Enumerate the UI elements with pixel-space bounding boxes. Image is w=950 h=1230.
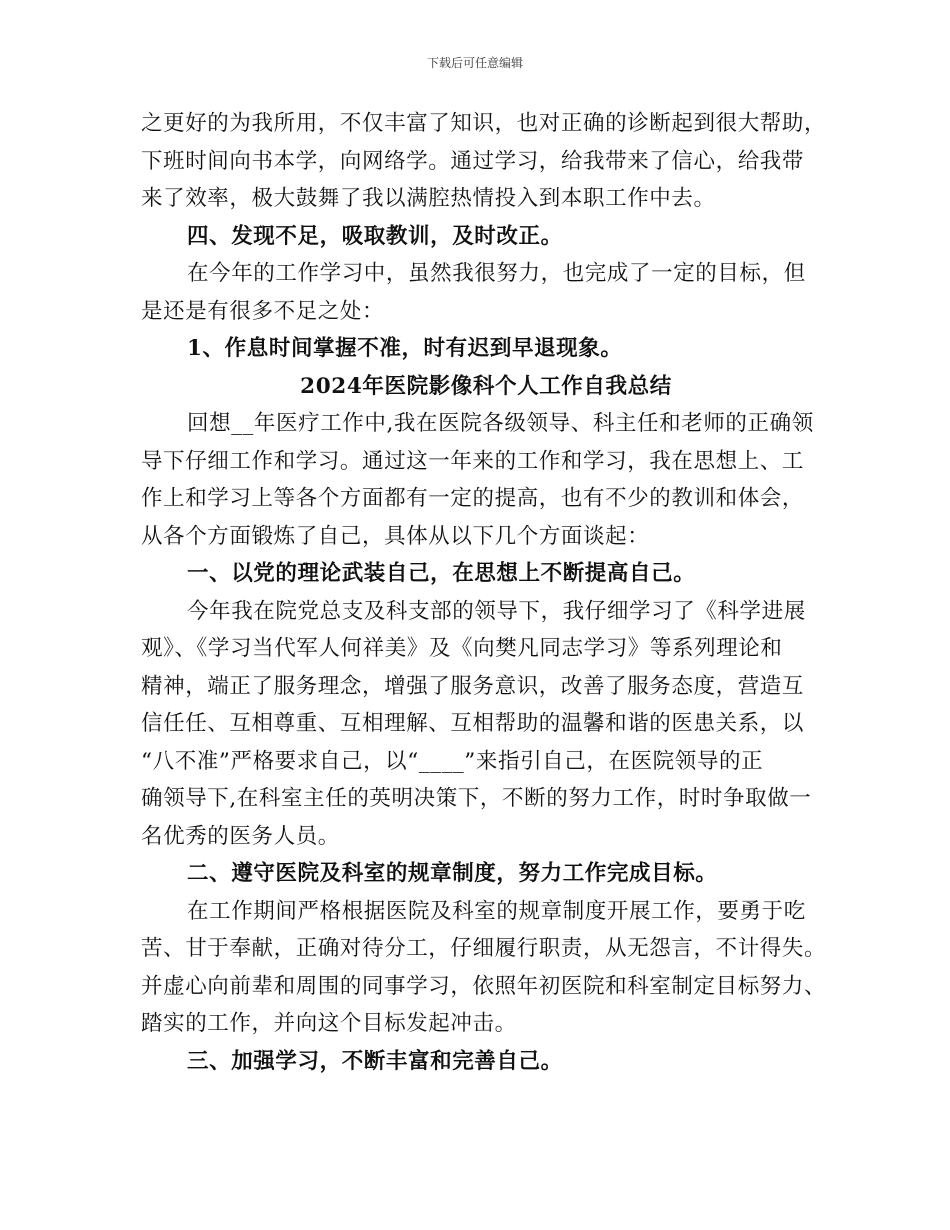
paragraph-line: 从各个方面锻炼了自己，具体从以下几个方面谈起： (141, 523, 650, 549)
paragraph-line: 观》、《学习当代军人何祥美》及《向樊凡同志学习》等系列理论和 (141, 636, 783, 661)
paragraph-line: 踏实的工作，并向这个目标发起冲击。 (141, 1011, 517, 1036)
paragraph-line: 并虚心向前辈和周围的同事学习，依照年初医院和科室制定目标努力、 (141, 973, 827, 999)
list-item-heading: 1、作息时间掌握不准，时有迟到早退现象。 (187, 336, 623, 361)
paragraph-line: 在工作期间严格根据医院及科室的规章制度开展工作，要勇于吃 (187, 898, 806, 924)
paragraph-line: 信任任、互相尊重、互相理解、互相帮助的温馨和谐的医患关系，以 (141, 711, 805, 736)
paragraph-line: 作上和学习上等各个方面都有一定的提高，也有不少的教训和体会， (141, 486, 805, 511)
paragraph-line: 回想__年医疗工作中,我在医院各级领导、科主任和老师的正确领 (187, 411, 814, 436)
section-heading-2: 二、遵守医院及科室的规章制度，努力工作完成目标。 (187, 861, 718, 886)
section-heading-3: 三、加强学习，不断丰富和完善自己。 (187, 1048, 563, 1074)
paragraph-line: 是还是有很多不足之处： (141, 298, 385, 324)
document-title: 2024年医院影像科个人工作自我总结 (300, 373, 672, 399)
paragraph-line: “八不准”严格要求自己，以“____”来指引自己，在医院领导的正 (141, 748, 764, 774)
document-body (141, 105, 831, 1080)
paragraph-line: 精神，端正了服务理念，增强了服务意识，改善了服务态度，营造互 (141, 673, 805, 699)
paragraph-line: 下班时间向书本学，向网络学。通过学习，给我带来了信心，给我带 (141, 148, 805, 174)
paragraph-line: 苦、甘于奉献，正确对待分工，仔细履行职责，从无怨言，不计得失。 (141, 936, 827, 961)
paragraph-line: 确领导下,在科室主任的英明决策下，不断的努力工作，时时争取做一 (141, 786, 812, 811)
paragraph-line: 导下仔细工作和学习。通过这一年来的工作和学习，我在思想上、工 (141, 448, 805, 474)
paragraph-line: 在今年的工作学习中，虽然我很努力，也完成了一定的目标，但 (187, 261, 806, 286)
paragraph-line: 名优秀的医务人员。 (141, 823, 340, 849)
paragraph-line: 之更好的为我所用，不仅丰富了知识，也对正确的诊断起到很大帮助， (141, 111, 827, 136)
section-heading-4: 四、发现不足，吸取教训，及时改正。 (187, 223, 563, 249)
section-heading-1: 一、以党的理论武装自己，在思想上不断提高自己。 (187, 561, 696, 586)
paragraph-line: 来了效率，极大鼓舞了我以满腔热情投入到本职工作中去。 (141, 186, 716, 211)
paragraph-line: 今年我在院党总支及科支部的领导下，我仔细学习了《科学进展 (187, 598, 806, 624)
page-header: 下载后可任意编辑 (426, 56, 523, 70)
